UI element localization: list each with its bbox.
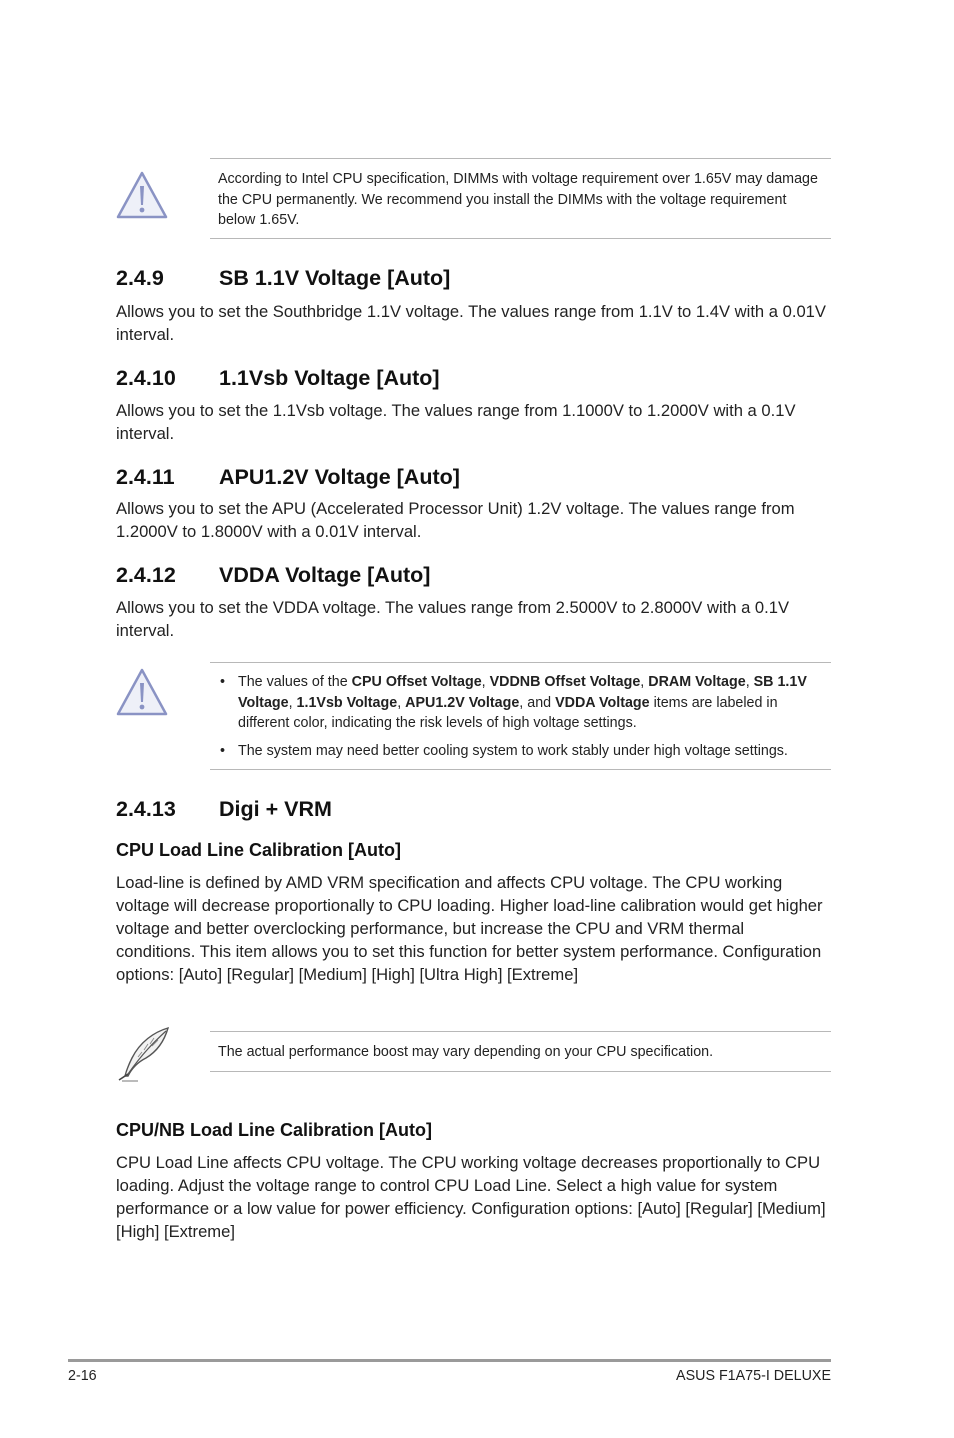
subsection-title: CPU Load Line Calibration [Auto] (116, 840, 401, 860)
section-title: SB 1.1V Voltage [Auto] (219, 266, 451, 290)
caution-bottom-rule (210, 238, 831, 239)
section-body: Allows you to set the VDDA voltage. The values range from 2.5000V to 2.8000V with a 0.1V interval. (116, 598, 790, 640)
caution-text: According to Intel CPU specification, DIMMs with voltage requirement over 1.65V may damage the CPU permanently. We recommend you install the DIMMs with the voltage requirement below 1.65V. (218, 171, 818, 228)
bullet: • (220, 742, 226, 759)
bullet: • (220, 674, 226, 690)
section-number: 2.4.13 (116, 797, 176, 821)
section-number: 2.4.10 (116, 366, 176, 390)
section-heading (116, 797, 332, 822)
text-run: , (640, 674, 649, 690)
section-body: Allows you to set the 1.1Vsb voltage. The values range from 1.1000V to 1.2000V with a 0.1V interval. (116, 401, 796, 443)
text-run: The system may need better cooling system to work stably under high voltage settings. (238, 742, 788, 759)
product-name: ASUS F1A75-I DELUXE (676, 1368, 831, 1384)
section-body: Allows you to set the APU (Accelerated Processor Unit) 1.2V voltage. The values range from 1.2000V to 1.8000V with a 0.01V interval. (116, 499, 795, 541)
text-run: The values of the (238, 674, 352, 690)
section-title: APU1.2V Voltage [Auto] (219, 465, 460, 489)
section-number: 2.4.11 (116, 465, 175, 489)
section-number: 2.4.9 (116, 266, 164, 290)
caution-bottom-rule (210, 769, 831, 770)
section-title: 1.1Vsb Voltage [Auto] (219, 366, 440, 390)
caution-icon (114, 168, 170, 229)
text-run: , and (519, 694, 556, 711)
text-run: items are labeled in different color, indicating the risk levels of high voltage settings. (238, 694, 778, 731)
caution-top-rule (210, 662, 831, 663)
setting-name: CPU Offset Voltage (351, 674, 482, 690)
subsection-title: CPU/NB Load Line Calibration [Auto] (116, 1120, 432, 1140)
setting-name: VDDA Voltage (555, 694, 650, 711)
section-heading (116, 563, 430, 588)
list-item (218, 741, 832, 762)
subsection-body: Load-line is defined by AMD VRM specification and affects CPU voltage. The CPU working voltage will decrease proportionally to CPU loading. Higher load-line calibration would get higher voltage and better overclocking performance, but increase the CPU and VRM thermal conditions. This item allows you to set this function for better system performance. Configuration options: [Auto] [Regular] [Medium] [High] [Ultra High] [Extreme] (116, 873, 823, 984)
section-heading (116, 366, 440, 391)
section-heading (116, 465, 460, 490)
note-text: The actual performance boost may vary depending on your CPU specification. (218, 1044, 714, 1060)
text-run: , (397, 694, 406, 711)
section-heading (116, 266, 450, 291)
note-top-rule (210, 1031, 831, 1032)
setting-name: VDDNB Offset Voltage (489, 674, 641, 690)
setting-name: 1.1Vsb Voltage (296, 694, 398, 711)
text-run: , (745, 674, 754, 690)
footer-rule (68, 1359, 831, 1362)
list-item (218, 672, 832, 734)
feather-icon (114, 1024, 174, 1089)
caution-top-rule (210, 158, 831, 159)
subsection-body: CPU Load Line affects CPU voltage. The CPU working voltage decreases proportionally to CPU loading. Adjust the voltage range to control CPU Load Line. Select a high value for system performance or a low value for power efficiency. Configuration options: [Auto] [Regular] [Medium] [High] [Extreme] (116, 1153, 826, 1241)
setting-name: SB 1.1V Voltage (238, 674, 807, 711)
caution-icon (114, 665, 170, 726)
setting-name: APU1.2V Voltage (405, 694, 520, 711)
section-number: 2.4.12 (116, 563, 176, 587)
page-number: 2-16 (68, 1368, 97, 1384)
setting-name: DRAM Voltage (648, 674, 746, 690)
caution-list (218, 672, 832, 761)
section-body: Allows you to set the Southbridge 1.1V voltage. The values range from 1.1V to 1.4V with a 0.01V interval. (116, 302, 826, 344)
text-run: , (288, 694, 297, 711)
note-bottom-rule (210, 1071, 831, 1072)
section-title: Digi + VRM (219, 797, 332, 821)
section-title: VDDA Voltage [Auto] (219, 563, 431, 587)
text-run: , (481, 674, 490, 690)
